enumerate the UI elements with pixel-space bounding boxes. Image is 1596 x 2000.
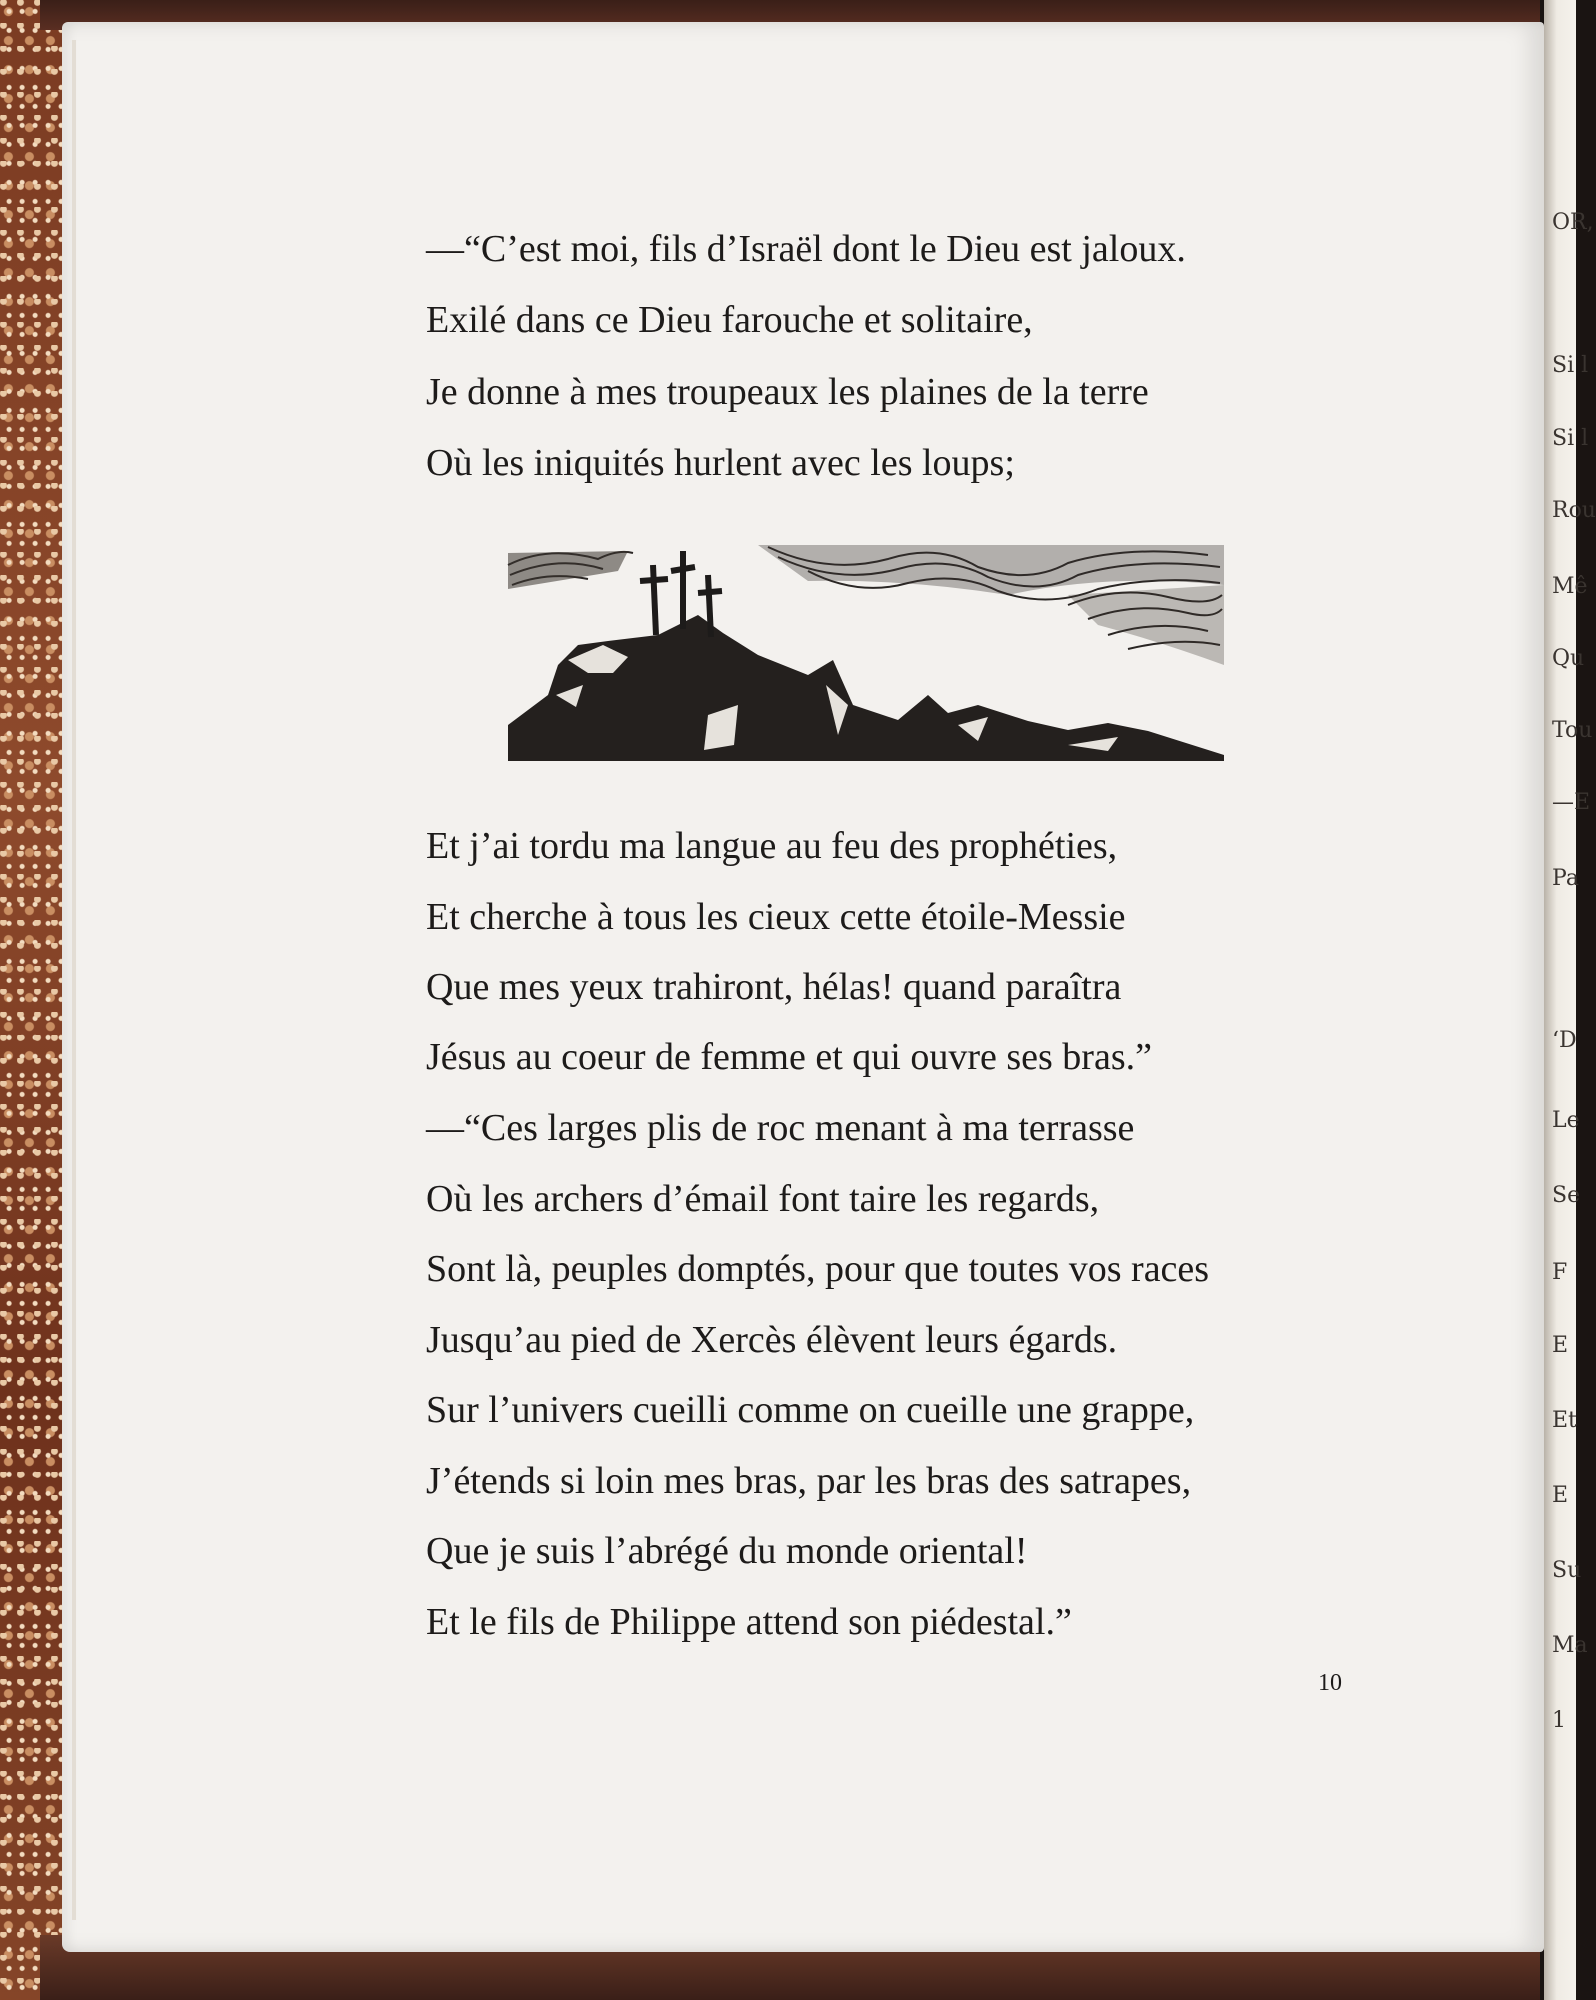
facing-fragment: Et bbox=[1552, 1408, 1577, 1433]
facing-fragment: Tou bbox=[1552, 718, 1593, 743]
verse-line: —“C’est moi, fils d’Israël dont le Dieu est jaloux. bbox=[426, 228, 1186, 270]
verse-line: Que mes yeux trahiront, hélas! quand paraîtra bbox=[426, 966, 1122, 1008]
facing-fragment: F bbox=[1552, 1260, 1568, 1285]
facing-fragment: Mê bbox=[1552, 574, 1588, 599]
facing-fragment: E bbox=[1552, 1483, 1569, 1508]
verse-line: Jésus au coeur de femme et qui ouvre ses bras.” bbox=[426, 1036, 1152, 1078]
facing-fragment: Su bbox=[1552, 1558, 1582, 1583]
verse-line: Jusqu’au pied de Xercès élèvent leurs égards. bbox=[426, 1319, 1118, 1361]
verse-line: Exilé dans ce Dieu farouche et solitaire, bbox=[426, 299, 1033, 341]
verse-line: Où les archers d’émail font taire les regards, bbox=[426, 1178, 1100, 1220]
page-number: 10 bbox=[1318, 1670, 1342, 1696]
facing-fragment: Se bbox=[1552, 1183, 1581, 1208]
verse-line: Je donne à mes troupeaux les plaines de la terre bbox=[426, 371, 1149, 413]
three-crosses bbox=[640, 551, 722, 637]
verse-line: Et le fils de Philippe attend son piédestal.” bbox=[426, 1601, 1072, 1643]
verse-line: Que je suis l’abrégé du monde oriental! bbox=[426, 1530, 1028, 1572]
verse-line: Sur l’univers cueilli comme on cueille une grappe, bbox=[426, 1389, 1195, 1431]
facing-fragment: OR, bbox=[1552, 210, 1594, 235]
facing-fragment: Qu bbox=[1552, 646, 1585, 671]
facing-fragment: —E bbox=[1552, 790, 1591, 815]
verse-line: —“Ces larges plis de roc menant à ma terrasse bbox=[426, 1107, 1135, 1149]
facing-fragment: 1 bbox=[1552, 1708, 1566, 1733]
mountains bbox=[508, 615, 1224, 761]
woodcut-illustration bbox=[508, 545, 1224, 761]
facing-fragment: Rou bbox=[1552, 498, 1596, 523]
verse-line: Et j’ai tordu ma langue au feu des prophéties, bbox=[426, 825, 1118, 867]
verse-line: Où les iniquités hurlent avec les loups; bbox=[426, 442, 1015, 484]
verse-line: Et cherche à tous les cieux cette étoile-Messie bbox=[426, 896, 1126, 938]
verse-line: J’étends si loin mes bras, par les bras des satrapes, bbox=[426, 1460, 1192, 1502]
facing-fragment: Si l bbox=[1552, 353, 1589, 378]
facing-fragment: Le bbox=[1552, 1108, 1580, 1133]
facing-fragment: ‘D bbox=[1552, 1028, 1577, 1053]
facing-fragment: E bbox=[1552, 1333, 1569, 1358]
verse-line: Sont là, peuples domptés, pour que toutes vos races bbox=[426, 1248, 1210, 1290]
facing-fragment: Ma bbox=[1552, 1633, 1588, 1658]
facing-fragment: Si l bbox=[1552, 426, 1589, 451]
facing-fragment: Pa bbox=[1552, 866, 1579, 891]
